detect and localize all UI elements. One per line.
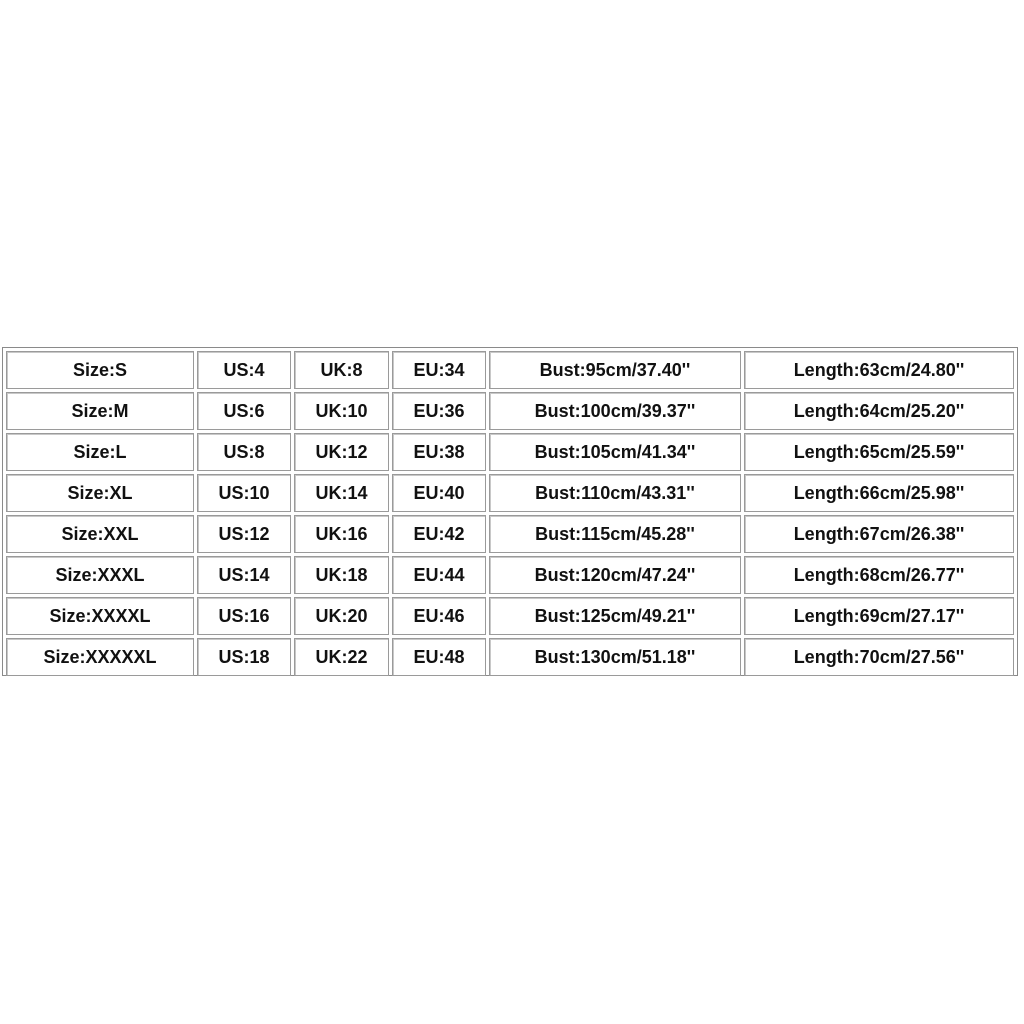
bust-cell: Bust:115cm/45.28'' — [489, 515, 741, 553]
us-size-cell: US:6 — [197, 392, 291, 430]
size-chart-table — [3, 348, 1017, 679]
bust-cell: Bust:100cm/39.37'' — [489, 392, 741, 430]
uk-size-cell: UK:22 — [294, 638, 389, 676]
uk-size-cell: UK:12 — [294, 433, 389, 471]
table-row — [6, 515, 1014, 553]
length-cell: Length:63cm/24.80'' — [744, 351, 1014, 389]
table-row — [6, 474, 1014, 512]
table-row — [6, 597, 1014, 635]
length-cell: Length:69cm/27.17'' — [744, 597, 1014, 635]
uk-size-cell: UK:20 — [294, 597, 389, 635]
uk-size-cell: UK:8 — [294, 351, 389, 389]
size-chart — [2, 347, 1018, 676]
us-size-cell: US:10 — [197, 474, 291, 512]
table-row — [6, 556, 1014, 594]
bust-cell: Bust:105cm/41.34'' — [489, 433, 741, 471]
length-cell: Length:68cm/26.77'' — [744, 556, 1014, 594]
eu-size-cell: EU:40 — [392, 474, 486, 512]
eu-size-cell: EU:46 — [392, 597, 486, 635]
size-cell: Size:S — [6, 351, 194, 389]
size-cell: Size:XXL — [6, 515, 194, 553]
us-size-cell: US:16 — [197, 597, 291, 635]
uk-size-cell: UK:14 — [294, 474, 389, 512]
length-cell: Length:66cm/25.98'' — [744, 474, 1014, 512]
size-cell: Size:L — [6, 433, 194, 471]
table-row — [6, 433, 1014, 471]
size-cell: Size:XXXXL — [6, 597, 194, 635]
size-cell: Size:XXXL — [6, 556, 194, 594]
us-size-cell: US:12 — [197, 515, 291, 553]
eu-size-cell: EU:42 — [392, 515, 486, 553]
eu-size-cell: EU:36 — [392, 392, 486, 430]
bust-cell: Bust:120cm/47.24'' — [489, 556, 741, 594]
us-size-cell: US:14 — [197, 556, 291, 594]
uk-size-cell: UK:16 — [294, 515, 389, 553]
table-row — [6, 351, 1014, 389]
length-cell: Length:64cm/25.20'' — [744, 392, 1014, 430]
us-size-cell: US:4 — [197, 351, 291, 389]
us-size-cell: US:8 — [197, 433, 291, 471]
size-cell: Size:XL — [6, 474, 194, 512]
size-chart-body — [6, 351, 1014, 676]
size-cell: Size:M — [6, 392, 194, 430]
eu-size-cell: EU:34 — [392, 351, 486, 389]
bust-cell: Bust:110cm/43.31'' — [489, 474, 741, 512]
length-cell: Length:70cm/27.56'' — [744, 638, 1014, 676]
us-size-cell: US:18 — [197, 638, 291, 676]
bust-cell: Bust:130cm/51.18'' — [489, 638, 741, 676]
bust-cell: Bust:125cm/49.21'' — [489, 597, 741, 635]
table-row — [6, 638, 1014, 676]
table-row — [6, 392, 1014, 430]
eu-size-cell: EU:44 — [392, 556, 486, 594]
length-cell: Length:67cm/26.38'' — [744, 515, 1014, 553]
length-cell: Length:65cm/25.59'' — [744, 433, 1014, 471]
bust-cell: Bust:95cm/37.40'' — [489, 351, 741, 389]
eu-size-cell: EU:48 — [392, 638, 486, 676]
size-cell: Size:XXXXXL — [6, 638, 194, 676]
uk-size-cell: UK:10 — [294, 392, 389, 430]
eu-size-cell: EU:38 — [392, 433, 486, 471]
uk-size-cell: UK:18 — [294, 556, 389, 594]
